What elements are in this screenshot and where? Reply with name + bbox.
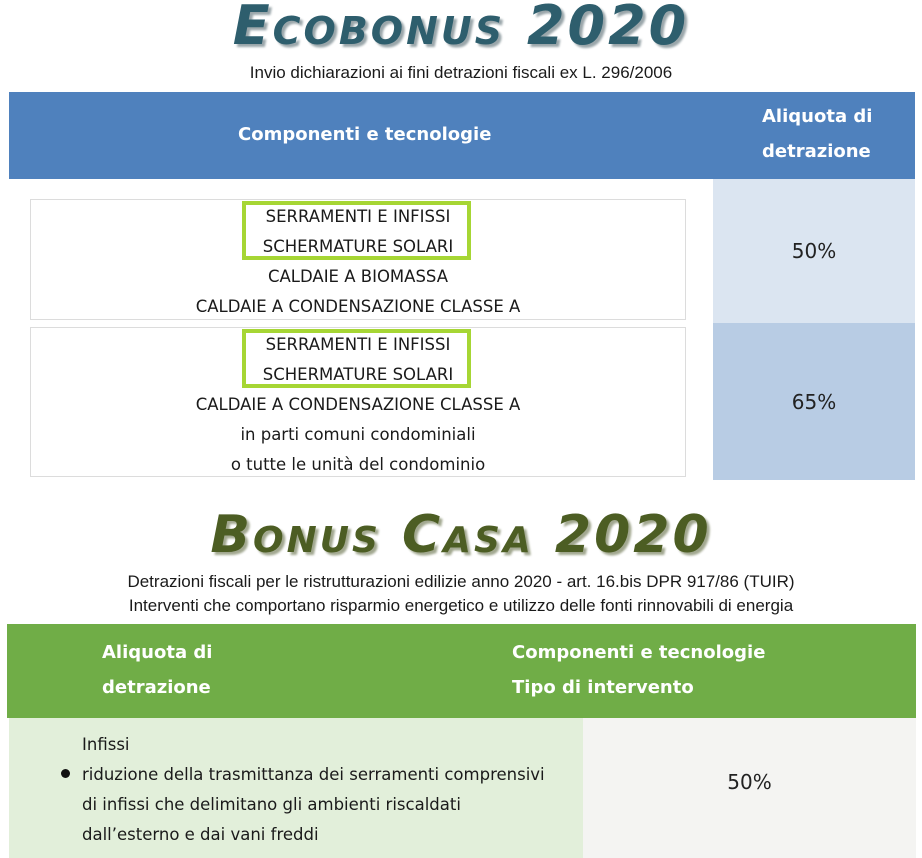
component-line: riduzione della trasmittanza dei serramenti comprensivi [82, 765, 545, 784]
component-line: SCHERMATURE SOLARI [262, 365, 454, 384]
ecobonus-header-components: Componenti e tecnologie [238, 124, 492, 145]
component-line: in parti comuni condominiali [240, 425, 476, 444]
bonus-casa-row-components [82, 730, 545, 850]
highlight-box [242, 201, 471, 260]
ecobonus-row-1-rate: 50% [713, 179, 915, 323]
bonus-casa-header-components [512, 635, 765, 705]
ecobonus-row-1-components [30, 199, 686, 320]
component-line: SCHERMATURE SOLARI [262, 237, 454, 256]
component-line: CALDAIE A CONDENSAZIONE CLASSE A [195, 297, 521, 316]
component-line: dall’esterno e dai vani freddi [82, 825, 319, 844]
bonus-casa-header-components-line2: Tipo di intervento [512, 677, 694, 698]
bullet-icon [61, 769, 70, 778]
bonus-casa-header-rate-line2: detrazione [102, 677, 211, 698]
highlight-box [242, 329, 471, 388]
bonus-casa-header-rate [102, 635, 212, 705]
component-line: SERRAMENTI E INFISSI [265, 335, 451, 354]
ecobonus-row-2-rate: 65% [713, 323, 915, 480]
component-line: CALDAIE A CONDENSAZIONE CLASSE A [195, 395, 521, 414]
ecobonus-row-2-components [30, 327, 686, 477]
component-line: CALDAIE A BIOMASSA [267, 267, 448, 286]
bonus-casa-row-rate: 50% [727, 770, 772, 794]
bonus-casa-title: Bonus Casa 2020 [210, 505, 712, 565]
ecobonus-header-rate-line1: Aliquota di [762, 106, 873, 127]
bonus-casa-subtitle-line1: Detrazioni fiscali per le ristrutturazioni edilizie anno 2020 - art. 16.bis DPR 917/86 (TUIR) [127, 572, 795, 591]
component-line: di infissi che delimitano gli ambienti riscaldati [82, 795, 461, 814]
ecobonus-header-rate [762, 99, 872, 169]
bonus-casa-header-rate-line1: Aliquota di [102, 642, 213, 663]
component-line: o tutte le unità del condominio [230, 455, 486, 474]
component-line: Infissi [82, 735, 130, 754]
bonus-casa-header-components-line1: Componenti e tecnologie [512, 642, 766, 663]
ecobonus-title: Ecobonus 2020 [232, 0, 690, 57]
ecobonus-subtitle: Invio dichiarazioni ai fini detrazioni fiscali ex L. 296/2006 [249, 63, 673, 82]
bonus-casa-subtitle-line2: Interventi che comportano risparmio energetico e utilizzo delle fonti rinnovabili di energia [128, 596, 794, 615]
component-line: SERRAMENTI E INFISSI [265, 207, 451, 226]
ecobonus-header-rate-line2: detrazione [762, 141, 871, 162]
